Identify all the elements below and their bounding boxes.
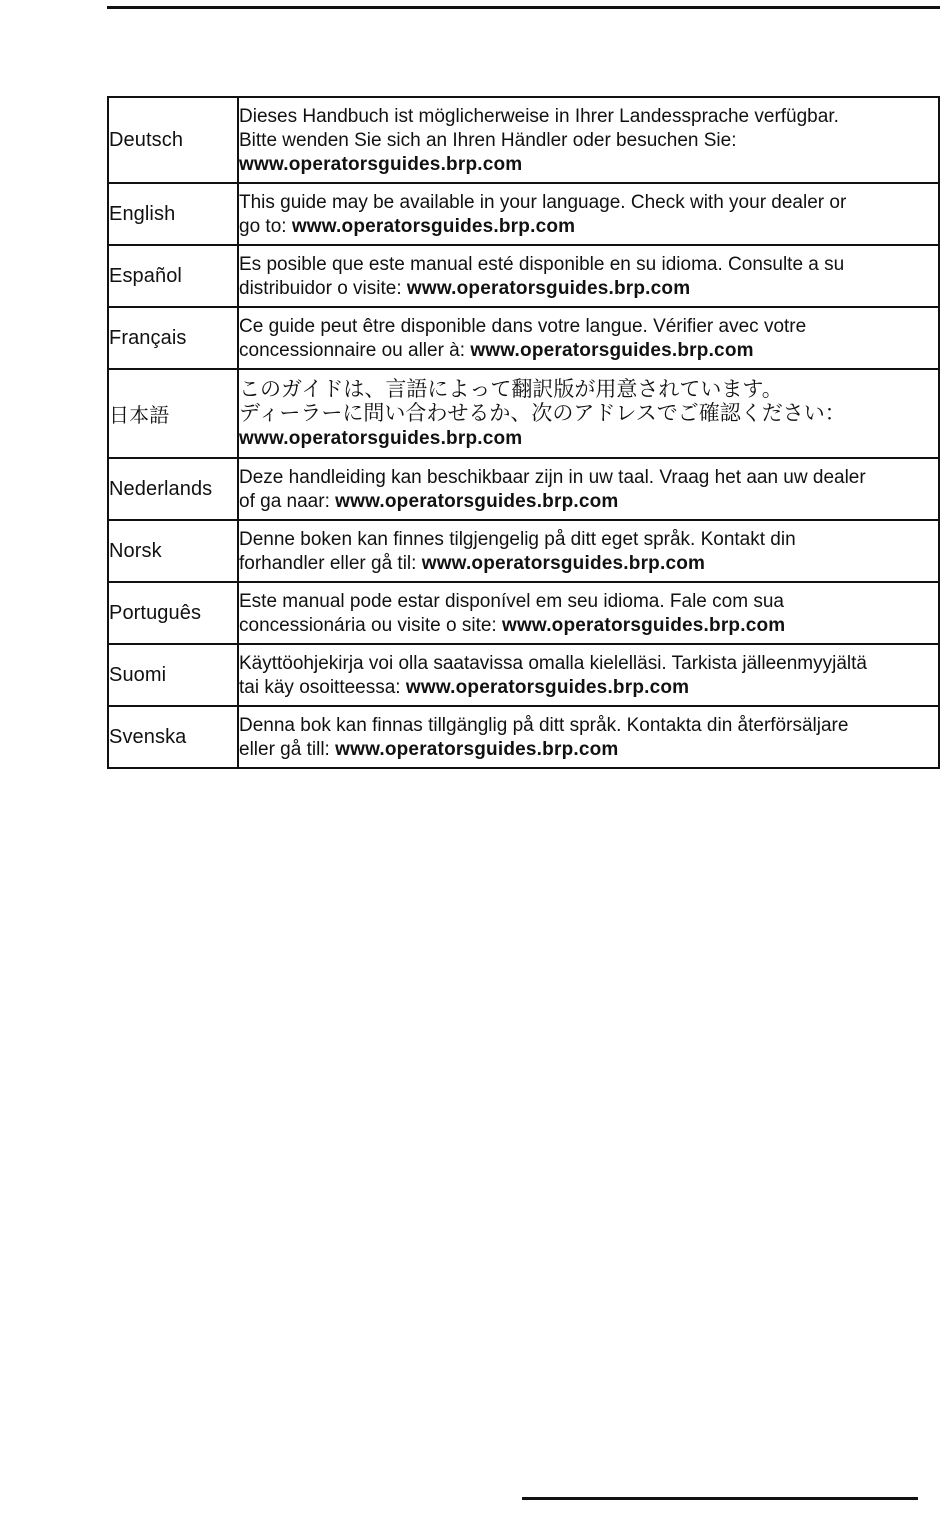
message-text: このガイドは、言語によって翻訳版が用意されています。 ディーラーに問い合わせるか、次のアドレスでご確認ください：: [239, 378, 846, 425]
website-link[interactable]: www.operatorsguides.brp.com: [335, 491, 619, 512]
table-row: [108, 706, 939, 768]
availability-message: [238, 706, 939, 768]
language-name: 日本語: [108, 369, 238, 458]
language-availability-table: [107, 96, 940, 769]
message-text: Denna bok kan finnas tillgänglig på ditt språk. Kontakta din återförsäljare eller gå till:: [239, 715, 849, 760]
language-name: Nederlands: [108, 458, 238, 520]
message-text: Deze handleiding kan beschikbaar zijn in uw taal. Vraag het aan uw dealer of ga naar:: [239, 467, 866, 512]
language-name: Español: [108, 245, 238, 307]
website-link[interactable]: www.operatorsguides.brp.com: [501, 615, 786, 636]
language-name: Français: [108, 307, 238, 369]
table-row: [108, 245, 939, 307]
message-text: Dieses Handbuch ist möglicherweise in Ihrer Landessprache verfügbar. Bitte wenden Sie sich an Ihren Händler oder besuchen Sie:: [239, 106, 839, 151]
availability-message: [238, 582, 939, 644]
website-link[interactable]: www.operatorsguides.brp.com: [239, 154, 523, 175]
availability-message: [238, 458, 939, 520]
message-text: Es posible que este manual esté disponible en su idioma. Consulte a su distribuidor o visite:: [239, 254, 845, 299]
language-name: English: [108, 183, 238, 245]
table-row: [108, 183, 939, 245]
availability-message: [238, 97, 939, 183]
language-name: Svenska: [108, 706, 238, 768]
table-row: [108, 369, 939, 458]
availability-message: [238, 307, 939, 369]
table-row: [108, 458, 939, 520]
table-row: [108, 97, 939, 183]
message-text: This guide may be available in your language. Check with your dealer or go to:: [239, 192, 847, 237]
availability-message: [238, 183, 939, 245]
message-text: Käyttöohjekirja voi olla saatavissa omalla kielelläsi. Tarkista jälleenmyyjältä tai käy osoitteessa:: [239, 653, 867, 698]
language-name: Norsk: [108, 520, 238, 582]
website-link[interactable]: www.operatorsguides.brp.com: [335, 739, 619, 760]
availability-message: [238, 369, 939, 458]
language-name: Suomi: [108, 644, 238, 706]
website-link[interactable]: www.operatorsguides.brp.com: [470, 340, 754, 361]
table-row: [108, 644, 939, 706]
language-name: Deutsch: [108, 97, 238, 183]
availability-message: [238, 644, 939, 706]
website-link[interactable]: www.operatorsguides.brp.com: [291, 216, 576, 237]
table-row: [108, 582, 939, 644]
bottom-rule: [522, 1497, 918, 1500]
website-link[interactable]: www.operatorsguides.brp.com: [406, 278, 691, 299]
top-rule: [107, 6, 940, 9]
availability-message: [238, 245, 939, 307]
table-row: [108, 520, 939, 582]
message-text: Ce guide peut être disponible dans votre langue. Vérifier avec votre concessionnaire ou aller à:: [239, 316, 807, 361]
availability-message: [238, 520, 939, 582]
table-row: [108, 307, 939, 369]
website-link[interactable]: www.operatorsguides.brp.com: [405, 677, 690, 698]
language-name: Português: [108, 582, 238, 644]
message-text: Este manual pode estar disponível em seu idioma. Fale com sua concessionária ou visite o site:: [239, 591, 784, 636]
website-link[interactable]: www.operatorsguides.brp.com: [239, 428, 523, 449]
message-text: Denne boken kan finnes tilgjengelig på ditt eget språk. Kontakt din forhandler eller gå til:: [239, 529, 796, 574]
website-link[interactable]: www.operatorsguides.brp.com: [421, 553, 706, 574]
